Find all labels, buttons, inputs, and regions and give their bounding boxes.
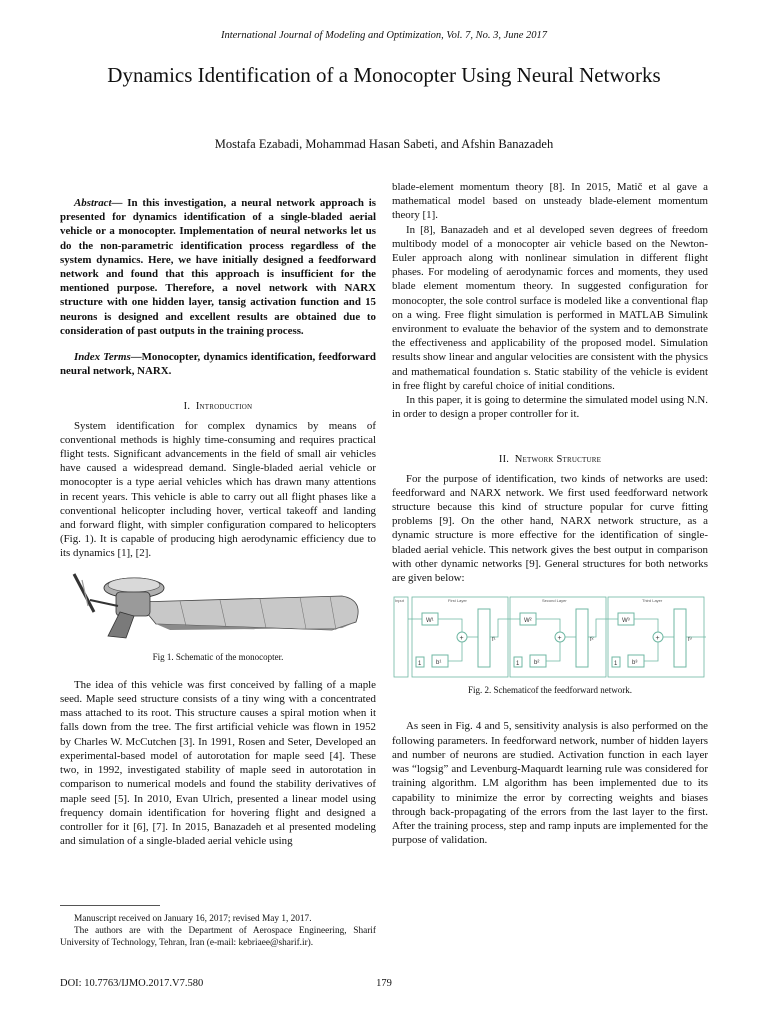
input-label: Input xyxy=(395,598,404,604)
propeller-shaft xyxy=(90,600,118,606)
input-block xyxy=(394,597,408,677)
index-terms-text: —Monocopter, dynamics identification, feedforward neural network, NARX. xyxy=(60,351,376,378)
network-paragraph-1: For the purpose of identification, two kinds of networks are used: feedforward and NARX network. We first used feedforward network structure because this kind of structure popular for curve fitting problems [9]. On the other hand, NARX network structure, as a dynamic structure is more effective for the identification of single-bladed aerial vehicle. This network gives the best output in comparison with other dynamic networks [9]. General structures for both networks are given below: xyxy=(392,472,708,585)
bias-label: b² xyxy=(534,660,540,667)
transfer-label: f³ xyxy=(688,637,692,644)
right-column xyxy=(392,180,708,847)
sum-symbol: + xyxy=(655,635,660,643)
transfer-box xyxy=(478,609,490,667)
propeller-blade xyxy=(74,574,94,612)
transfer-label: f² xyxy=(590,637,594,644)
monocopter-figure xyxy=(60,566,376,646)
left-column xyxy=(60,196,376,848)
bias-label: b¹ xyxy=(436,660,442,667)
footnote-rule xyxy=(60,905,160,906)
bias-label: b³ xyxy=(632,660,638,667)
abstract-label: Abstract xyxy=(74,197,112,209)
index-terms-label: Index Terms xyxy=(74,351,131,364)
network-paragraph-2: As seen in Fig. 4 and 5, sensitivity analysis is also performed on the following parameters. In feedforward network, number of hidden layers and number of neurons are studied. Activation function in each layer was “logsig” and Levenburg-Maquardt learning rule was considered for training algorithm. LM algorithm has been implemented due to its capability to minimize the error by correcting weights and biases through back-propagating of the errors from the last layer to the first. After the training process, step and ramp inputs are implemented for the purpose of validation. xyxy=(392,720,708,847)
figure-1-caption: Fig 1. Schematic of the monocopter. xyxy=(152,651,284,662)
footnotes xyxy=(60,914,376,949)
sum-symbol: + xyxy=(459,635,464,643)
page-number: 179 xyxy=(376,978,392,989)
layer-block-3 xyxy=(608,597,706,677)
bias-one-label: 1 xyxy=(516,661,520,668)
section-number: II. xyxy=(498,454,510,466)
layer-label: Third Layer xyxy=(642,598,663,604)
author-list: Mostafa Ezabadi, Mohammad Hasan Sabeti, and Afshin Banazadeh xyxy=(214,137,554,151)
feedforward-network-diagram xyxy=(392,595,708,679)
section-title: Network Structure xyxy=(514,454,602,466)
figure-2-caption: Fig. 2. Schematicof the feedforward network. xyxy=(468,685,632,696)
motor-arm xyxy=(108,612,134,638)
section-heading-network-structure xyxy=(392,453,708,467)
section-number: I. xyxy=(183,401,191,413)
section-title: Introduction xyxy=(195,401,253,413)
intro-paragraph-3: blade-element momentum theory [8]. In 2015, Matič et al gave a mathematical model based on unsteady blade-element momentum theory [1]. xyxy=(392,181,708,222)
hub-top xyxy=(108,578,160,592)
footnote-affiliation: The authors are with the Department of Aerospace Engineering, Sharif University of Technology, Tehran, Iran (e-mail: kebriaee@sharif.ir). xyxy=(60,925,376,948)
sum-symbol: + xyxy=(557,635,562,643)
intro-paragraph-1: System identification for complex dynamics by means of conventional methods is highly time-consuming and requires practical flight tests. Significant advancements in the field of small air vehicles have caused a widespread demand. Single-bladed aerial vehicle or monocopter is a type aerial vehicles which has drawn many attentions in recent years. This vehicle is able to carry out all flight phases like a conventional helicopter including hover, vertical takeoff and landing and forward flight, with simpler configuration compared to helicopters (Fig. 1). It is capable of producing high aerodynamic efficiency due to its dynamics [1], [2]. xyxy=(60,419,376,560)
weight-label: W¹ xyxy=(426,618,434,625)
transfer-box xyxy=(674,609,686,667)
weight-label: W² xyxy=(524,618,532,625)
transfer-label: f¹ xyxy=(492,637,496,644)
layer-label: First Layer xyxy=(448,598,467,604)
bias-one-label: 1 xyxy=(614,661,618,668)
bias-one-label: 1 xyxy=(418,661,422,668)
intro-paragraph-2: The idea of this vehicle was first conceived by falling of a maple seed. Maple seed structure consists of a tiny wing with a concentrated mass attached to its root. This structure causes a spiral motion when it falls down from the tree. The first artificial vehicle was flown in 1952 by Charles W. McCutchen [3]. In 1991, Rosen and Seter, Developed an experimental-based model of autorotation for maple seed [4]. These two, in 1992, investigated stability of maple seed in autorotation in comparison to numerical models and found the stability derivatives of maple seed [5]. In 2010, Evan Ulrich, presented a linear model using frequency domain identification for hovering flight and designed a controller for it [6], [7]. In 2015, Banazadeh et al presented modeling and simulation of a single-bladed aerial vehicle using xyxy=(60,678,376,848)
journal-header: International Journal of Modeling and Optimization, Vol. 7, No. 3, June 2017 xyxy=(220,30,548,41)
paper-title: Dynamics Identification of a Monocopter Using Neural Networks xyxy=(107,63,661,87)
intro-paragraph-5: In this paper, it is going to determine the simulated model using N.N. in order to design a proper controller for it. xyxy=(392,394,708,421)
section-heading-introduction xyxy=(60,400,376,414)
doi: DOI: 10.7763/IJMO.2017.V7.580 xyxy=(60,978,204,989)
layer-label: Second Layer xyxy=(542,598,567,604)
index-terms xyxy=(60,350,376,378)
abstract-text: — In this investigation, a neural network approach is presented for dynamics identification of a single-bladed aerial vehicle or a monocopter. Implementation of neural networks let us do the non-parametric identification process regardless of the system dynamics. Here, we have initially designed a feedforward network and found that this approach is insufficient for the mentioned purpose. Therefore, a novel network with NARX structure with one hidden layer, tansig activation function and 15 neurons is designed and excellent results are obtained due to consideration of past outputs in the training process. xyxy=(60,197,376,337)
abstract xyxy=(60,196,376,338)
transfer-box xyxy=(576,609,588,667)
footnote-received: Manuscript received on January 16, 2017; revised May 1, 2017. xyxy=(74,914,312,924)
intro-paragraph-4: In [8], Banazadeh and et al developed seven degrees of freedom multibody model of a monocopter air vehicle based on the Newton-Euler approach along with nonlinear simulation in different flight phases. For modeling of aerodynamic forces and moments, they used blade element momentum theory. In suggested configuration for monocopter, the sole control surface is modeled like a conventional flap on a wing. Free flight simulation is performed in MATLAB Simulink environment to evaluate the behavior of the system and to demonstrate the effectiveness and applicability of the proposed model. Simulation results show linear and angular velocities are consistent with the physics and mathematical foundation s. Static stability of the vehicle is evident in free flight by careful choice of initial conditions. xyxy=(392,223,708,392)
weight-label: W³ xyxy=(622,618,630,625)
